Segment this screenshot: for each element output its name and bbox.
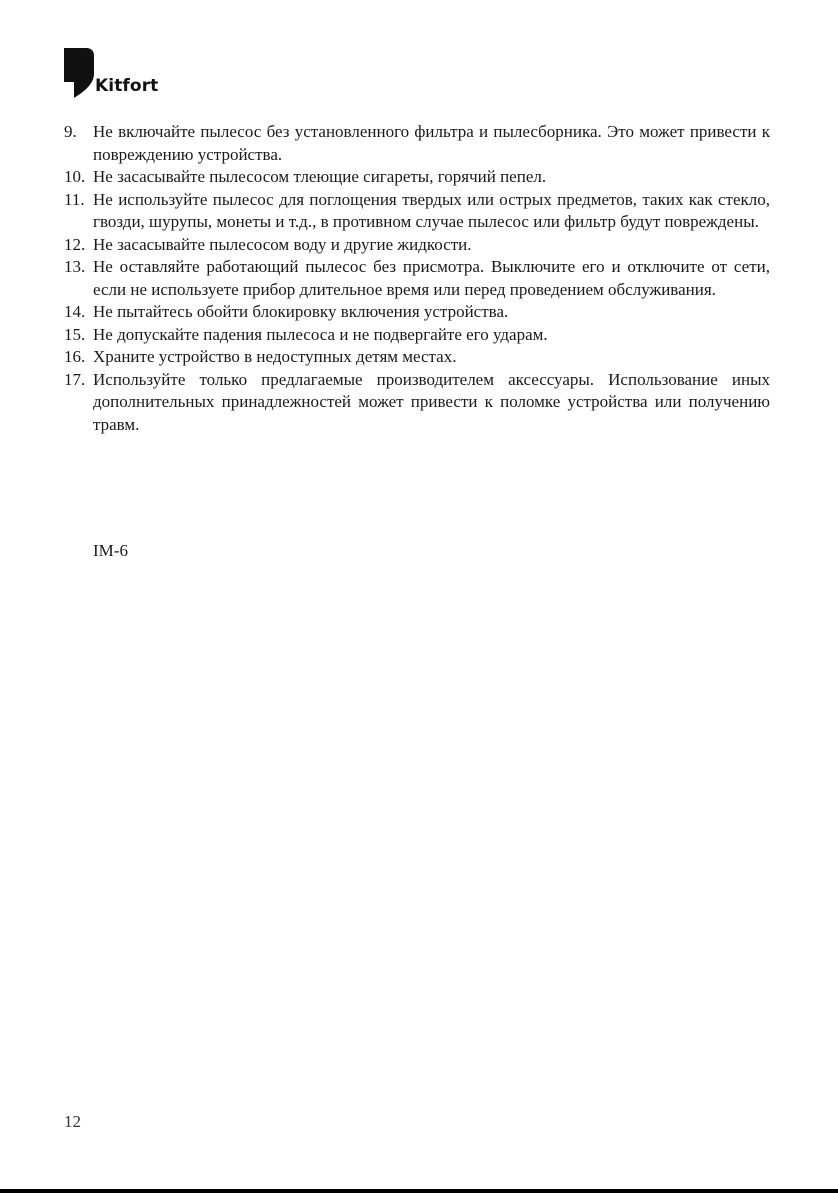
list-item (64, 121, 770, 166)
item-text: Используйте только предлагаемые производителем аксессуары. Использование иных дополнительных принадлежностей может привести к поломке устройства или получению травм. (93, 369, 770, 434)
kitfort-logo-mark-icon (64, 48, 94, 98)
list-item (64, 324, 770, 347)
item-number: 14. (64, 302, 86, 321)
item-text: Не засасывайте пылесосом тлеющие сигареты, горячий пепел. (93, 167, 547, 186)
list-item (64, 234, 770, 257)
item-text: Не используйте пылесос для поглощения твердых или острых предметов, таких как стекло, гвозди, шурупы, монеты и т.д., в противном случае пылесос или фильтр будут повреждены. (93, 189, 770, 231)
item-text: Не включайте пылесос без установленного фильтра и пылесборника. Это может привести к повреждению устройства. (93, 122, 770, 164)
item-number: 17. (64, 369, 86, 389)
item-number: 10. (64, 167, 86, 186)
item-number: 15. (64, 324, 86, 344)
item-text: Не засасывайте пылесосом воду и другие жидкости. (93, 234, 472, 254)
item-text: Не оставляйте работающий пылесос без присмотра. Выключите его и отключите от сети, если не используете прибор длительное время или перед проведением обслуживания. (93, 257, 770, 299)
page-bottom-border (0, 1189, 838, 1193)
list-item (64, 369, 770, 437)
item-number: 13. (64, 257, 86, 276)
item-number: 12. (64, 234, 86, 254)
item-number: 9. (64, 122, 77, 141)
item-number: 16. (64, 347, 86, 366)
brand-name: Kitfort (95, 76, 159, 96)
kitfort-logo (64, 48, 164, 100)
page-number: 12 (64, 1112, 81, 1131)
item-number: 11. (64, 189, 85, 209)
list-item (64, 346, 770, 369)
item-text: Не пытайтесь обойти блокировку включения устройства. (93, 302, 509, 321)
list-item (64, 301, 770, 324)
list-item (64, 166, 770, 189)
item-text: Не допускайте падения пылесоса и не подвергайте его ударам. (93, 324, 548, 344)
document-code: IM-6 (93, 541, 128, 560)
list-item (64, 256, 770, 301)
item-text: Храните устройство в недоступных детям местах. (93, 347, 457, 366)
list-item (64, 189, 770, 234)
instructions-list (64, 121, 770, 436)
